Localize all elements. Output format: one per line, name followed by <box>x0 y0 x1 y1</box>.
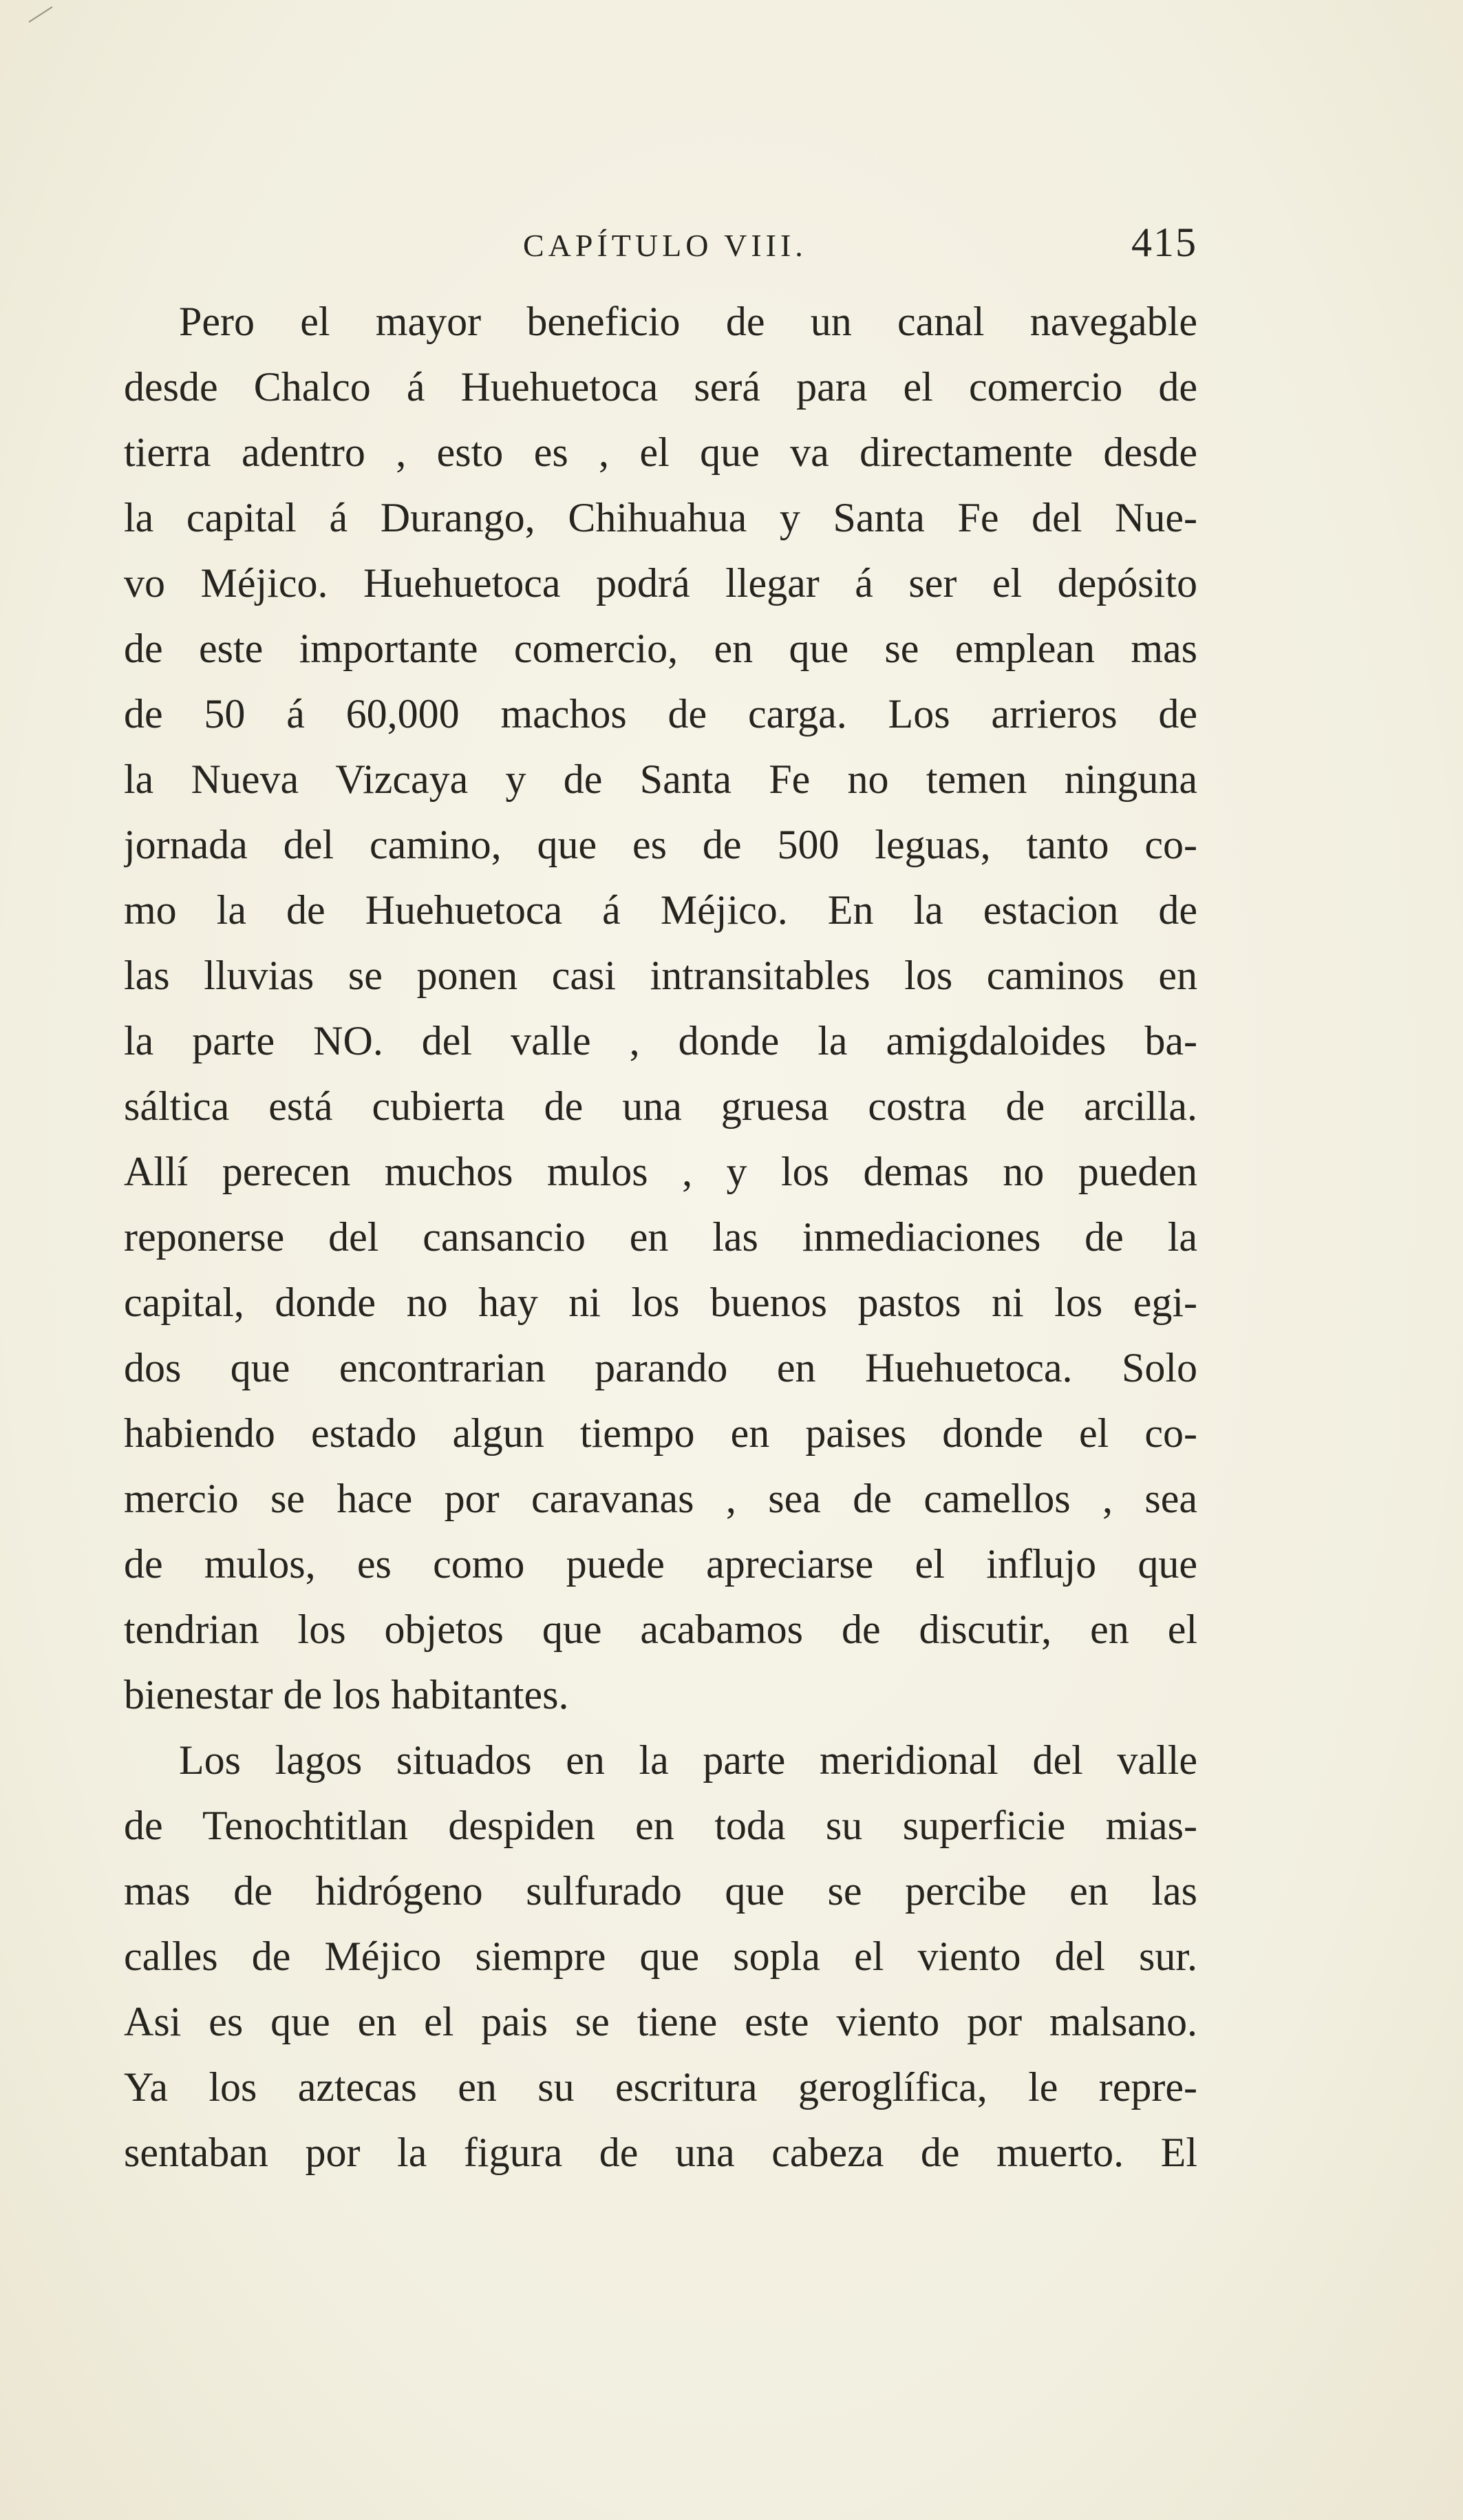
text-line: de 50 á 60,000 machos de carga. Los arrieros de <box>124 691 1197 737</box>
text-line: desde Chalco á Huehuetoca será para el comercio de <box>124 364 1197 410</box>
page-number: 415 <box>1131 220 1197 265</box>
text-line: vo Méjico. Huehuetoca podrá llegar á ser el depósito <box>124 560 1197 606</box>
text-line: Asi es que en el pais se tiene este viento por malsano. <box>124 1999 1197 2044</box>
text-line: mas de hidrógeno sulfurado que se percibe en las <box>124 1868 1197 1914</box>
text-line: jornada del camino, que es de 500 leguas, tanto co- <box>124 822 1197 867</box>
text-line: la parte NO. del valle , donde la amigdaloides ba- <box>124 1018 1197 1063</box>
page-header <box>124 222 1197 277</box>
text-line: de Tenochtitlan despiden en toda su superficie mias- <box>124 1803 1197 1848</box>
text-line: de mulos, es como puede apreciarse el influjo que <box>124 1541 1197 1587</box>
text-line: mo la de Huehuetoca á Méjico. En la estacion de <box>124 887 1197 933</box>
text-line: Los lagos situados en la parte meridional del valle <box>179 1737 1197 1783</box>
text-line: tendrian los objetos que acabamos de discutir, en el <box>124 1607 1197 1652</box>
text-line: mercio se hace por caravanas , sea de camellos , sea <box>124 1476 1197 1521</box>
running-head: CAPÍTULO VIII. <box>523 228 807 263</box>
text-line: Pero el mayor beneficio de un canal navegable <box>179 299 1197 344</box>
text-line: capital, donde no hay ni los buenos pastos ni los egi- <box>124 1280 1197 1325</box>
text-line: dos que encontrarian parando en Huehuetoca. Solo <box>124 1345 1197 1390</box>
body-text <box>124 289 1197 2185</box>
text-line: de este importante comercio, en que se emplean mas <box>124 626 1197 671</box>
text-line: las lluvias se ponen casi intransitables los caminos en <box>124 953 1197 998</box>
text-line: sáltica está cubierta de una gruesa costra de arcilla. <box>124 1083 1197 1129</box>
text-line: sentaban por la figura de una cabeza de muerto. El <box>124 2130 1197 2175</box>
text-line: bienestar de los habitantes. <box>124 1672 569 1717</box>
text-line: reponerse del cansancio en las inmediaciones de la <box>124 1214 1197 1260</box>
text-line: habiendo estado algun tiempo en paises donde el co- <box>124 1410 1197 1456</box>
text-line: Allí perecen muchos mulos , y los demas no pueden <box>124 1149 1197 1194</box>
text-line: la capital á Durango, Chihuahua y Santa Fe del Nue- <box>124 495 1197 540</box>
text-line: calles de Méjico siempre que sopla el viento del sur. <box>124 1934 1197 1979</box>
text-line: Ya los aztecas en su escritura geroglífica, le repre- <box>124 2064 1197 2110</box>
text-line: la Nueva Vizcaya y de Santa Fe no temen ninguna <box>124 756 1197 802</box>
pencil-mark <box>28 4 55 25</box>
text-line: tierra adentro , esto es , el que va directamente desde <box>124 430 1197 475</box>
